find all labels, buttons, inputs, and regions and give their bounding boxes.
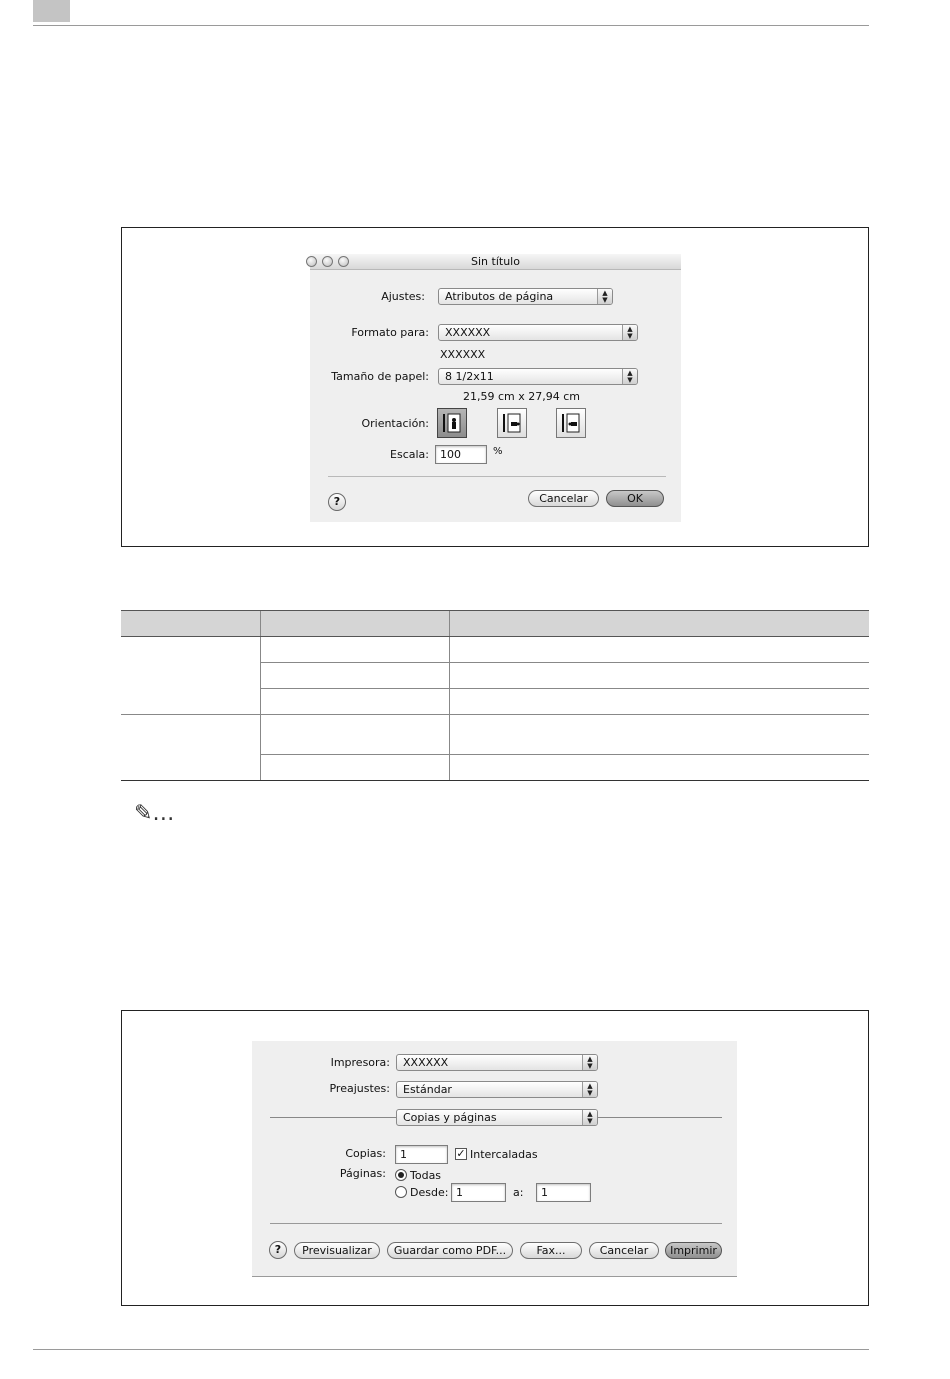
scale-label: Escala: — [390, 448, 429, 461]
page-setup-dialog — [310, 254, 681, 522]
table-row — [121, 637, 869, 663]
scale-input[interactable] — [435, 445, 487, 464]
pencil-note-icon: ✎… — [134, 801, 175, 826]
to-value: 1 — [541, 1186, 548, 1199]
from-label: Desde: — [410, 1186, 449, 1199]
table-cell — [449, 755, 869, 781]
print-button[interactable]: Imprimir — [665, 1242, 722, 1259]
orientation-label: Orientación: — [361, 417, 429, 430]
settings-value: Atributos de página — [445, 290, 554, 303]
ok-button[interactable]: OK — [606, 490, 664, 507]
settings-table — [121, 610, 869, 781]
table-cell — [121, 715, 260, 781]
table-cell — [449, 663, 869, 689]
dialog-separator — [328, 476, 666, 477]
from-value: 1 — [456, 1186, 463, 1199]
to-input[interactable] — [536, 1183, 591, 1202]
popup-arrows-icon: ▲ ▼ — [622, 325, 637, 340]
table-cell — [260, 755, 449, 781]
pages-all-radio[interactable] — [395, 1169, 407, 1181]
reverse-landscape-orientation-button[interactable] — [556, 408, 586, 438]
format-label: Formato para: — [351, 326, 429, 339]
cancel-button[interactable]: Cancelar — [528, 490, 599, 507]
table-header-row — [121, 611, 869, 637]
table-cell — [449, 715, 869, 755]
buttons-separator — [270, 1223, 722, 1224]
scale-unit: % — [493, 446, 503, 457]
popup-arrows-icon: ▲ ▼ — [582, 1082, 597, 1097]
table-cell — [121, 637, 260, 715]
dialog-title: Sin título — [471, 255, 520, 268]
from-input[interactable] — [451, 1183, 506, 1202]
portrait-icon — [438, 409, 466, 437]
close-window-icon[interactable] — [306, 256, 317, 267]
paper-size-value: 8 1/2x11 — [445, 370, 494, 383]
printer-value: XXXXXX — [403, 1056, 449, 1069]
settings-popup[interactable] — [438, 288, 613, 305]
panel-separator-right — [598, 1117, 722, 1118]
panel-value: Copias y páginas — [403, 1111, 497, 1124]
format-value: XXXXXX — [445, 326, 491, 339]
popup-arrows-icon: ▲ ▼ — [597, 289, 612, 304]
table-cell — [449, 689, 869, 715]
landscape-icon — [498, 409, 526, 437]
cancel-button[interactable]: Cancelar — [589, 1242, 659, 1259]
presets-popup[interactable] — [396, 1081, 598, 1098]
printer-label: Impresora: — [330, 1056, 390, 1069]
table-cell — [260, 637, 449, 663]
table-cell — [260, 715, 449, 755]
table-cell — [260, 663, 449, 689]
save-as-pdf-button[interactable]: Guardar como PDF... — [387, 1242, 513, 1259]
minimize-window-icon[interactable] — [322, 256, 333, 267]
presets-label: Preajustes: — [329, 1082, 390, 1095]
settings-label: Ajustes: — [381, 290, 425, 303]
scale-value: 100 — [440, 448, 461, 461]
fax-button[interactable]: Fax... — [520, 1242, 582, 1259]
table-header-cell — [449, 611, 869, 637]
collated-checkbox[interactable]: ✓ — [456, 1147, 466, 1160]
pages-range-radio[interactable] — [395, 1186, 407, 1198]
paper-size-popup[interactable] — [438, 368, 638, 385]
printer-popup[interactable] — [396, 1054, 598, 1071]
page-setup-figure — [121, 227, 869, 547]
landscape-orientation-button[interactable] — [497, 408, 527, 438]
help-button[interactable]: ? — [328, 493, 346, 511]
paper-size-label: Tamaño de papel: — [331, 370, 429, 383]
bottom-rule — [33, 1349, 869, 1350]
table-header-cell — [260, 611, 449, 637]
pages-all-label: Todas — [410, 1169, 442, 1182]
table-row — [121, 715, 869, 755]
paper-size-sub: 21,59 cm x 27,94 cm — [463, 390, 581, 403]
dialog-titlebar — [310, 254, 681, 270]
table-header-cell — [121, 611, 260, 637]
popup-arrows-icon: ▲ ▼ — [622, 369, 637, 384]
format-sub: XXXXXX — [440, 348, 486, 361]
help-button[interactable]: ? — [269, 1241, 287, 1259]
panel-separator-left — [270, 1117, 396, 1118]
portrait-orientation-button[interactable] — [437, 408, 467, 438]
table-cell — [449, 637, 869, 663]
popup-arrows-icon: ▲ ▼ — [582, 1055, 597, 1070]
to-label: a: — [513, 1186, 524, 1199]
copies-label: Copias: — [345, 1147, 386, 1160]
pages-label: Páginas: — [339, 1167, 386, 1180]
preview-button[interactable]: Previsualizar — [294, 1242, 380, 1259]
reverse-landscape-icon — [557, 409, 585, 437]
zoom-window-icon[interactable] — [338, 256, 349, 267]
copies-input[interactable] — [395, 1145, 448, 1164]
collated-label: Intercaladas — [470, 1148, 538, 1161]
print-dialog — [252, 1041, 737, 1277]
presets-value: Estándar — [403, 1083, 452, 1096]
copies-value: 1 — [400, 1148, 407, 1161]
panel-popup[interactable] — [396, 1109, 598, 1126]
top-rule — [33, 25, 869, 26]
format-popup[interactable] — [438, 324, 638, 341]
table-cell — [260, 689, 449, 715]
corner-block — [33, 0, 70, 22]
popup-arrows-icon: ▲ ▼ — [582, 1110, 597, 1125]
print-figure — [121, 1010, 869, 1306]
